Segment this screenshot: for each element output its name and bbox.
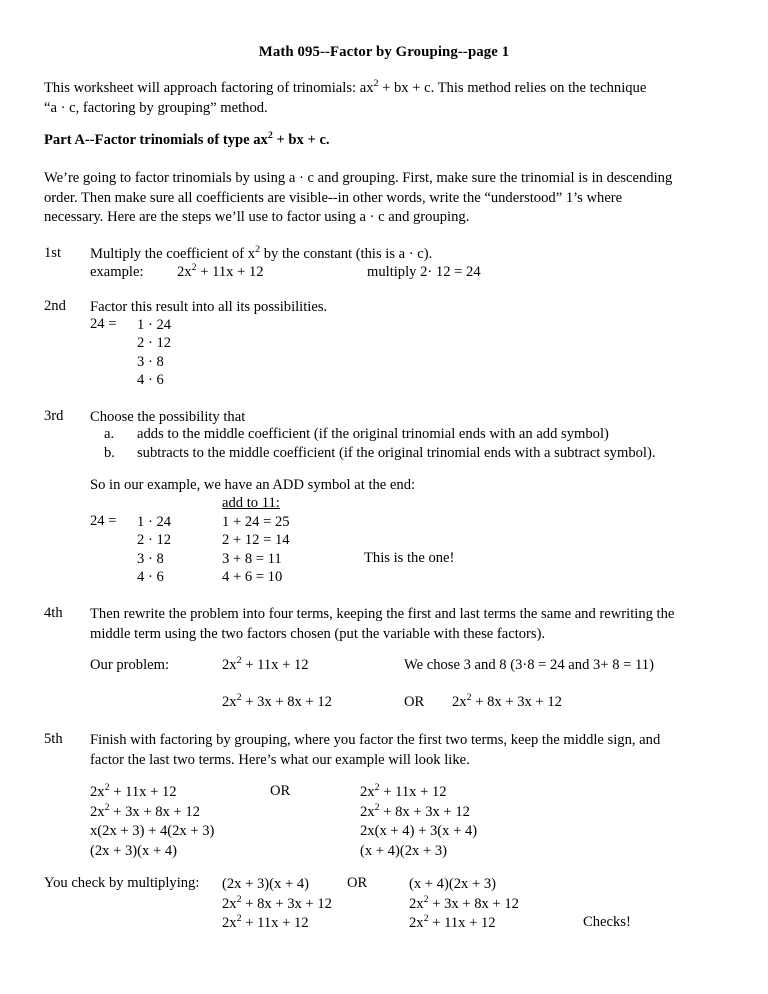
step-3-factor-pair: 4 · 6	[137, 569, 164, 586]
step-3-sum: 4 + 6 = 10	[222, 569, 283, 586]
step-2-instruction: Factor this result into all its possibilities.	[90, 299, 328, 315]
step-1-instruction-exponent: 2	[255, 244, 261, 256]
intro-paragraph	[44, 79, 724, 118]
check-right-column	[409, 875, 519, 934]
step-4-rewrite-right-exponent: 2	[466, 692, 472, 704]
expr-post: + 11x + 12	[109, 784, 177, 800]
check-right-row	[409, 914, 519, 934]
step-3-body	[90, 408, 724, 428]
step-1-example-expression-exponent: 2	[191, 262, 197, 274]
step-4-problem-expression	[222, 657, 309, 674]
expr-post: + 3x + 8x + 12	[109, 803, 200, 820]
expr-post: + 11x + 12	[379, 784, 447, 800]
check-or-label: OR	[347, 875, 368, 891]
expr-exponent: 2	[104, 782, 110, 794]
step-5-right-row	[360, 822, 477, 842]
step-1-example-expression-post: + 11x + 12	[196, 264, 264, 280]
step-1-example-label: example:	[90, 264, 144, 280]
step-5-left-row	[90, 783, 214, 803]
step-2-factor-list	[137, 316, 171, 390]
expr-post: + 8x + 3x + 12	[379, 803, 470, 820]
expr-pre: x(2x + 3) + 4(2x + 3)	[90, 823, 215, 840]
step-4-rewrite-left-exponent: 2	[236, 692, 242, 704]
step-4-problem-expression-post: + 11x + 12	[241, 657, 309, 673]
step-4-rewrite-right-pre: 2x	[452, 694, 467, 710]
expr-pre: (x + 4)(2x + 3)	[360, 842, 447, 859]
expr-post: + 3x + 8x + 12	[428, 895, 519, 912]
step-3-sub-item-b-marker: b.	[104, 445, 115, 461]
step-5-instruction-line2: factor the last two terms. Here’s what our example will look like.	[90, 751, 470, 768]
step-5-instruction-line1: Finish with factoring by grouping, where you factor the first two terms, keep the middle sign, and	[90, 732, 661, 748]
expr-pre: 2x(x + 4) + 3(x + 4)	[360, 823, 478, 840]
check-right-row	[409, 895, 519, 915]
step-3-sum: 3 + 8 = 11	[222, 550, 282, 567]
expr-exponent: 2	[236, 893, 242, 905]
step-1-example-expression-pre: 2x	[177, 264, 192, 280]
expr-pre: 2x	[360, 784, 375, 800]
expr-exponent: 2	[374, 782, 380, 794]
step-3-sub-item-b-text: subtracts to the middle coefficient (if the original trinomial ends with a subtract symbol).	[137, 445, 656, 461]
part-a-intro-line3: necessary. Here are the steps we’ll use to factor using a · c and grouping.	[44, 209, 470, 226]
step-4-rewrite-right-post: + 8x + 3x + 12	[471, 694, 562, 710]
part-a-heading-post: + bx + c.	[272, 132, 330, 148]
expr-pre: 2x	[222, 895, 237, 912]
step-5-number: 5th	[44, 731, 63, 747]
step-3-lhs: 24 =	[90, 513, 117, 529]
step-5-right-row	[360, 783, 477, 803]
part-a-intro-line2: order. Then make sure all coefficients are visible--in other words, write the “understood” 1’s where	[44, 189, 623, 206]
step-5-right-column	[360, 783, 477, 861]
expr-pre: (2x + 3)(x + 4)	[90, 842, 177, 859]
step-3-factor-pair: 2 · 12	[137, 532, 172, 549]
step-5-right-row	[360, 803, 477, 823]
check-left-row	[222, 914, 332, 934]
step-5-left-row	[90, 842, 214, 862]
step-2-body	[90, 298, 724, 318]
step-3-callout: This is the one!	[364, 550, 455, 566]
expr-pre: 2x	[222, 915, 237, 932]
expr-pre: 2x	[409, 915, 424, 932]
expr-pre: 2x	[409, 895, 424, 912]
step-4-instruction-line2: middle term using the two factors chosen (put the variable with these factors).	[90, 625, 546, 642]
step-3-sum: 1 + 24 = 25	[222, 514, 290, 530]
expr-post: + 11x + 12	[428, 915, 496, 932]
step-3-instruction: Choose the possibility that	[90, 409, 246, 425]
step-4-problem-expression-exponent: 2	[236, 655, 242, 667]
step-4-number: 4th	[44, 605, 63, 621]
step-3-sub-item-a-marker: a.	[104, 426, 115, 442]
expr-pre: (x + 4)(2x + 3)	[409, 876, 496, 892]
step-5-right-row	[360, 842, 477, 862]
part-a-heading	[44, 131, 724, 151]
check-right-row	[409, 875, 519, 895]
step-3-number: 3rd	[44, 408, 64, 424]
step-1-number: 1st	[44, 245, 62, 261]
step-3-factor-pair: 3 · 8	[137, 550, 164, 567]
step-4-problem-expression-pre: 2x	[222, 657, 237, 673]
step-2-factor-pair: 3 · 8	[137, 353, 164, 370]
step-2-lhs: 24 =	[90, 316, 117, 332]
step-2-factor-pair: 1 · 24	[137, 317, 172, 333]
part-a-intro-line1: We’re going to factor trinomials by using a · c and grouping. First, make sure the trinomial is in descending	[44, 170, 673, 186]
step-3-table-header: add to 11:	[222, 495, 280, 511]
intro-paragraph-line1-post: + bx + c. This method relies on the technique	[378, 80, 647, 96]
expr-exponent: 2	[236, 913, 242, 925]
intro-paragraph-exponent: 2	[373, 78, 379, 90]
step-3-sub-item-a-text: adds to the middle coefficient (if the original trinomial ends with an add symbol)	[137, 426, 609, 442]
page-title: Math 095--Factor by Grouping--page 1	[258, 44, 510, 60]
step-4-or-label: OR	[404, 694, 425, 710]
step-5-left-column	[90, 783, 214, 861]
step-4-instruction-line1: Then rewrite the problem into four terms, keeping the first and last terms the same and rewriting the	[90, 606, 675, 622]
step-3-factor-pair: 1 · 24	[137, 514, 172, 530]
check-label: You check by multiplying:	[44, 875, 200, 891]
step-4-rewrite-left	[222, 694, 332, 711]
step-5-or-label: OR	[270, 783, 291, 799]
expr-exponent: 2	[423, 893, 429, 905]
check-left-column	[222, 875, 332, 934]
part-a-intro	[44, 169, 724, 228]
step-4-body	[90, 605, 724, 644]
step-2-factor-pair: 4 · 6	[137, 372, 164, 389]
step-1-instruction-post: by the constant (this is a · c).	[260, 246, 433, 262]
step-4-chose-note: We chose 3 and 8 (3·8 = 24 and 3+ 8 = 11)	[404, 657, 654, 673]
expr-pre: (2x + 3)(x + 4)	[222, 876, 309, 892]
expr-post: + 11x + 12	[241, 915, 309, 932]
step-4-rewrite-right	[452, 694, 562, 711]
step-3-sum-list	[222, 513, 290, 587]
expr-exponent: 2	[423, 913, 429, 925]
step-5-left-row	[90, 803, 214, 823]
step-1-body	[90, 245, 724, 265]
expr-exponent: 2	[104, 801, 110, 813]
check-left-row	[222, 875, 332, 895]
expr-exponent: 2	[374, 801, 380, 813]
expr-pre: 2x	[360, 803, 375, 820]
step-1-instruction-pre: Multiply the coefficient of x	[90, 246, 256, 262]
step-4-rewrite-left-pre: 2x	[222, 694, 237, 710]
intro-paragraph-line1-pre: This worksheet will approach factoring of trinomials: ax	[44, 80, 374, 96]
expr-post: + 8x + 3x + 12	[241, 895, 332, 912]
expr-pre: 2x	[90, 784, 105, 800]
expr-pre: 2x	[90, 803, 105, 820]
step-4-problem-label: Our problem:	[90, 657, 170, 673]
step-2-number: 2nd	[44, 298, 66, 314]
check-left-row	[222, 895, 332, 915]
step-3-example-intro: So in our example, we have an ADD symbol at the end:	[90, 477, 416, 493]
step-3-factor-list	[137, 513, 171, 587]
intro-paragraph-line2: “a · c, factoring by grouping” method.	[44, 99, 268, 116]
part-a-heading-exponent: 2	[267, 130, 273, 142]
step-5-left-row	[90, 822, 214, 842]
step-1-example-result: multiply 2· 12 = 24	[367, 264, 481, 280]
checks-label: Checks!	[583, 914, 631, 930]
step-2-factor-pair: 2 · 12	[137, 335, 172, 352]
step-1-example-expression	[177, 264, 264, 281]
step-1-instruction	[90, 245, 724, 265]
step-3-sum: 2 + 12 = 14	[222, 532, 290, 549]
step-5-body	[90, 731, 724, 770]
step-4-rewrite-left-post: + 3x + 8x + 12	[241, 694, 332, 710]
part-a-heading-pre: Part A--Factor trinomials of type ax	[44, 132, 268, 148]
